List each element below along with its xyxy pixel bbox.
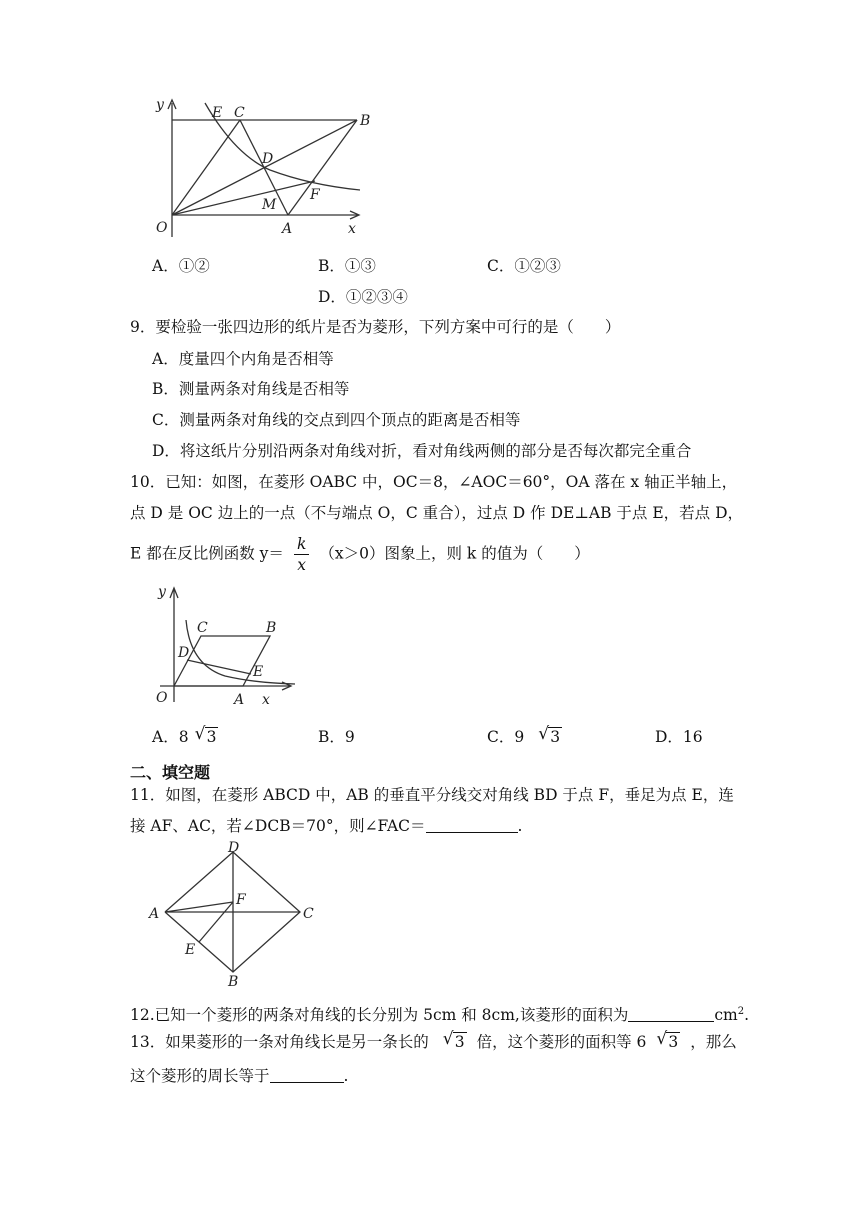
label-a: A — [234, 692, 245, 708]
sqrt-symbol: √ 3 — [538, 724, 561, 746]
fraction-k-over-x — [294, 534, 309, 575]
label-x: x — [262, 692, 270, 708]
label-a: A — [282, 221, 293, 237]
label-b: B — [360, 113, 371, 129]
label-o: O — [156, 220, 168, 236]
q9-option-c[interactable]: C．测量两条对角线的交点到四个顶点的距离是否相等 — [152, 411, 521, 429]
answer-blank[interactable] — [270, 1068, 344, 1083]
figure-q8 — [150, 95, 380, 245]
q8-option-c[interactable]: C．①②③ — [487, 257, 561, 275]
label-e: E — [212, 105, 223, 121]
answer-blank[interactable] — [628, 1007, 714, 1022]
q9-option-d[interactable]: D．将这纸片分别沿两条对角线对折，看对角线两侧的部分是否每次都完全重合 — [152, 442, 692, 460]
hyperbola-curve — [205, 103, 360, 190]
q9-option-a[interactable]: A．度量四个内角是否相等 — [152, 350, 334, 368]
q13-line-1 — [130, 1029, 737, 1052]
q12-post: . — [744, 1006, 750, 1025]
segment-ef — [199, 902, 233, 942]
q11-line-2 — [130, 816, 522, 836]
label-b: B — [228, 974, 239, 990]
label-x: x — [348, 221, 356, 237]
q10-option-d[interactable]: D．16 — [655, 728, 703, 746]
label-y: y — [156, 97, 164, 113]
label-d: D — [178, 645, 190, 661]
sqrt-radicand: 3 — [206, 728, 217, 746]
q13-line-2 — [130, 1066, 348, 1086]
q10-option-c-text: C．9 — [487, 728, 525, 746]
q10-line-3-post: （x＞0）图象上，则 k 的值为（ ） — [319, 544, 590, 563]
q9-stem: 9．要检验一张四边形的纸片是否为菱形，下列方案中可行的是（ ） — [130, 318, 621, 336]
q10-line-3-pre: E 都在反比例函数 y＝ — [130, 544, 284, 563]
q11-line-2-pre: 接 AF、AC，若∠DCB＝70°，则∠FAC＝ — [130, 817, 426, 835]
label-b: B — [266, 620, 277, 636]
q8-option-a[interactable]: A．①② — [152, 257, 210, 275]
q12-unit: cm — [714, 1006, 738, 1025]
q13-mid: 倍，这个菱形的面积等 6 — [476, 1033, 647, 1051]
figure-q10 — [150, 580, 310, 710]
label-e: E — [253, 664, 264, 680]
label-d: D — [228, 840, 240, 856]
label-o: O — [156, 690, 168, 706]
q13-line-2-pre: 这个菱形的周长等于 — [130, 1067, 270, 1085]
label-a: A — [149, 906, 160, 922]
q10-line-2: 点 D 是 OC 边上的一点（不与端点 O，C 重合），过点 D 作 DE⊥AB 于点 E，若点 D， — [130, 504, 744, 522]
sqrt-radicand: 3 — [550, 728, 561, 746]
fraction-denominator: x — [297, 556, 307, 574]
label-c: C — [197, 620, 208, 636]
q12-unit-sup: 2 — [737, 1006, 745, 1017]
sqrt-symbol: √ 3 — [442, 1029, 465, 1051]
label-y: y — [158, 584, 166, 600]
sqrt-radicand: 3 — [668, 1033, 679, 1051]
q10-option-a-text: A．8 — [152, 728, 189, 746]
q10-option-c[interactable] — [487, 724, 562, 747]
segment-de — [187, 660, 251, 674]
section-heading: 二、填空题 — [130, 763, 211, 782]
label-c: C — [303, 906, 314, 922]
q11-line-2-post: . — [517, 817, 523, 835]
sqrt-symbol: √ 3 — [194, 724, 217, 746]
segment-ab — [288, 120, 357, 215]
q10-option-b[interactable]: B．9 — [318, 728, 355, 746]
fraction-numerator: k — [294, 534, 309, 555]
q13-pre: 13．如果菱形的一条对角线长是另一条长的 — [130, 1033, 429, 1051]
q8-option-b[interactable]: B．①③ — [318, 257, 376, 275]
q10-line-1: 10．已知：如图，在菱形 OABC 中，OC＝8，∠AOC＝60°，OA 落在 x 轴正半轴上， — [130, 473, 738, 491]
label-d: D — [262, 151, 274, 167]
q10-line-3 — [130, 534, 590, 575]
q13-line-2-post: . — [343, 1067, 349, 1085]
answer-blank[interactable] — [426, 818, 518, 833]
figure-q11 — [145, 840, 325, 990]
sqrt-radicand: 3 — [454, 1033, 465, 1051]
q11-line-1: 11．如图，在菱形 ABCD 中，AB 的垂直平分线交对角线 BD 于点 F，垂足为点 E，连 — [130, 786, 734, 804]
label-e: E — [185, 942, 196, 958]
q10-option-a[interactable] — [152, 724, 218, 747]
sqrt-symbol: √ 3 — [656, 1029, 679, 1051]
q9-option-b[interactable]: B．测量两条对角线是否相等 — [152, 380, 350, 398]
label-f: F — [310, 187, 320, 203]
q12-pre: 12.已知一个菱形的两条对角线的长分别为 5cm 和 8cm,该菱形的面积为 — [130, 1006, 629, 1025]
q12-text — [130, 1002, 749, 1025]
label-f: F — [236, 892, 246, 908]
q13-post: ，那么 — [690, 1033, 737, 1051]
q8-option-d[interactable]: D．①②③④ — [318, 288, 408, 306]
label-m: M — [262, 197, 277, 213]
label-c: C — [234, 105, 245, 121]
